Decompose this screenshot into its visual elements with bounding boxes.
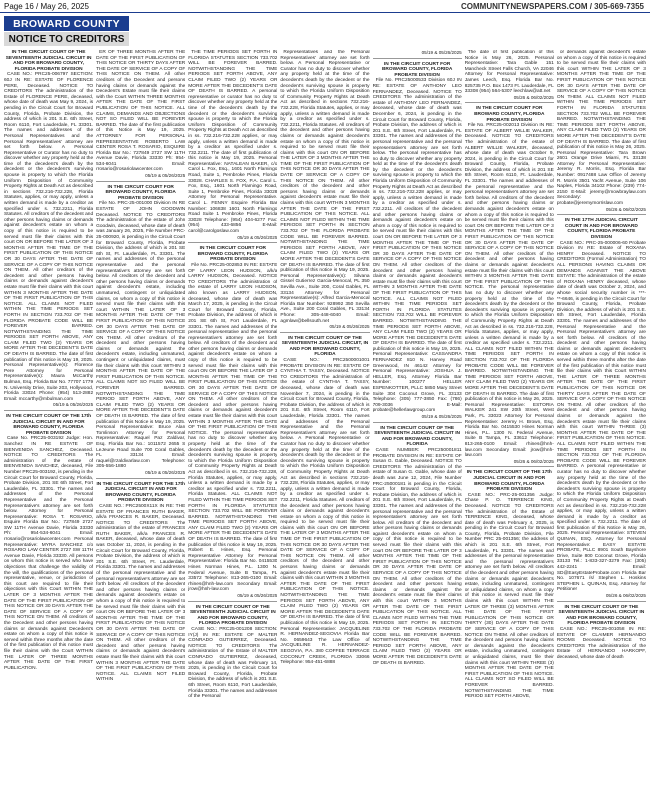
notice-divider [465,466,554,467]
notice-column [188,50,277,802]
notice-caption: IN THE CIRCUIT COURT OF THE SEVENTEENTH JUDICIAL CIRCUIT IN AND FOR BROWARD COUNTY, FLORIDA PROBATE DIVISION [558,604,645,627]
legal-notice [280,50,369,333]
notice-column [465,50,554,802]
notice-caption: IN THE CIRCUIT COURT FOR THE 17th JUDICIAL CIRCUIT IN AND FOR BROWARD COUNTY, FLORIDA PROBATE DIVISION [96,481,185,504]
notice-caption: IN THE CIRCUIT COURT OF THE SEVENTEENTH JUDICIAL CIRCUIT IN AND FOR BROWARD COUNTY, FLORIDA PROBATE DIVISION [189,604,276,627]
notice-divider [557,214,646,215]
publication-dates: 05/19 & 05/26/2025 [53,402,94,408]
notice-column [4,50,93,802]
notice-column [373,50,462,802]
notice-body: File No. PRC-25-001000 Division IN RE ESTATE OF JOHN GOODWIN Deceased. NOTICE TO CREDITORS The administration of the estate of John Goodwin, deceased, whose date of death was January 26, 2025, File Number PRC-25-000920, is pending in the Circuit Court for Broward County, Florida, Probate Division, the address of which is 201 SE 6th St, Ft. Lauderdale, FL 33301. The names and addresses of the personal representative and the personal representative's attorney are set forth below. All creditors of the decedent and other persons having claims or demands against decedent's estate, including unmatured, contingent or unliquidated claims, on whom a copy of this notice is served must file their claims with this court WITHIN THE LATER OF 3 MONTHS AFTER THE DATE OF THE FIRST PUBLICATION OF THIS NOTICE OR 30 DAYS AFTER THE DATE OF SERVICE OF A COPY OF THIS NOTICE ON THEM. All other creditors of the decedent and other persons having claims or demands against the decedent's estate, including unmatured, contingent or unliquidated claims, must file their claims with this court WITHIN 3 MONTHS AFTER THE DATE OF THE FIRST PUBLICATION OF THIS NOTICE. ALL CLAIMS NOT SO FILED WILL BE FOREVER BARRED. NOTWITHSTANDING THE TIME PERIOD SET FORTH ABOVE, ANY CLAIM FILED TWO (2) YEARS OR MORE AFTER THE DECEDENT'S DATE OF DEATH IS BARRED. The date of first publication of this Notice is May 19, 2025. Personal Representative: Bruce Alan Tomlinson Attorney for Personal Representative: Raquel Paz Zaldivar, Esq. Florida Bar No.: 1011572 2655 S LeJeune Road Suite 700 Coral Gables, FL 33134 Email: raquel@rzaldivarlaw.com Telephone: 305-556-1880 [96,201,186,470]
notice-body: CASE NO.: PRC-25-000006-60 Probate Division IN RE: Estate of ROXANA HENRY Deceased. NOTICE TO CREDITORS (Formal Administration) TO ALL PERSONS HAVING CLAIMS OR DEMANDS AGAINST THE ABOVE ESTATE: The administration of the estate of ROXANA HENRY deceased, whose date of death was October 2, 2024, and whose social security number is ***-**-6646, is pending in the Circuit Court for Broward County, Florida, Probate Division, the address of which is 201 S.E. 6th Street, Fort Lauderdale, Florida 33301. The names and addresses of the Personal Representative and the Personal Representative's attorney are set forth below. All creditors of the decedent and other persons having claims or demands against decedent's estate on whom a copy of this notice is served within three months after the date of the first publication of this notice must file their claims with this Court WITHIN THE LATER OF THREE MONTHS AFTER THE DATE OF THE FIRST PUBLICATION OF THIS NOTICE OR THIRTY DAYS AFTER THE DATE OF SERVICE OF A COPY OF THIS NOTICE ON THEM. All other creditors of the decedent and other persons having claims or demands against the decedent's estate must file their claims with this court WITHIN THREE (3) MONTHS AFTER THE DATE OF THE FIRST PUBLICATION OF THIS NOTICE. ALL CLAIMS NOT FILED WITHIN THE TIME PERIODS SET FORTH IN SECTION 733.702 OF THE FLORIDA PROBATE CODE WILL BE FOREVER BARRED. A personal representative or curator has no duty to discover whether any property held at the time of the decedent's death by the decedent or the decedent's surviving spouse is property to which the Florida Uniform Disposition of Community Property Rights at Death Act as described in ss. 732.216-732.228 applies, or may apply, unless a written demand is made by a creditor as specified under s. 732.2211. The date of first publication of this Notice is May 26, 2025. Personal Representative: STEVEN QUINAN, ESQ. Attorney for Personal Representative: EASY ESTATE PROBATE, PLLC 8901 South Bayshore Drive, Suite 800 Coconut Grove, Florida 33133 Tel.: 1-833-327-3279 Fax: (305) 442-2241 Email: SD@EasyEstateProbate.com Florida Bar No. 107671 /s/ Stephen L. Hoskins STEPHEN L. QUINAN, Esq. Attorney for Petitioner [556,240,646,593]
publication-dates: 05/26 & 06/02/2025 [513,94,554,100]
notice-body: CASE NO.: PRC25-006797 SECTION: 60J IN RE: ESTATE OF FLORENCE PERE, Deceased. NOTICE TO CREDITORS The administration of the Estate of FLORENCE PERE, deceased, whose date of death was May 9, 2024, is pending in the Circuit Court for Broward County, Florida, Probate Division, the address of which is 201 S.E. 6th Street, Room 6110, Fort Lauderdale, FL 33301. The names and addresses of the Personal Representatives and the Personal Representatives' attorney are set forth below. A Personal Representative or Curator has no duty to discover whether any property held at the time of the decedent's death by the decedent or the decedent's surviving spouse is property to which the Florida Uniform Disposition of Community Property Rights at Death Act as described in sections 732.216-732.228, Florida Statutes, applies, or may apply, unless a written demand is made by a creditor as specified under s. 732.2211, Florida Statutes. All creditors of the decedent and other persons having claims or demands against decedent's estate on whom a copy of this notice is required to be served must file their claims with this court ON OR BEFORE THE LATER OF 3 MONTHS AFTER THE TIME OF THE FIRST PUBLICATION OF THIS NOTICE OR 30 DAYS AFTER THE DATE OF SERVICE OF A COPY OF THIS NOTICE ON THEM. All other creditors of the decedent and other persons having claims or demands against decedent's estate must file their claims with this court WITHIN 3 MONTHS AFTER THE DATE OF THE FIRST PUBLICATION OF THIS NOTICE. ALL CLAIMS NOT FILED WITHIN THE TIME PERIODS SET FORTH IN SECTION 733.702 OF THE FLORIDA PROBATE CODE WILL BE FOREVER BARRED. NOTWITHSTANDING THE TIME PERIODS SET FORTH ABOVE, ANY CLAIM FILED TWO (2) YEARS OR MORE AFTER THE DECEDENT'S DATE OF DEATH IS BARRED. The date of first publication of this notice is May 19, 2025. Personal Representative(s): Florence Pere Attorney for Personal Representative(s): Maura McCarthy Bulman, Esq. Florida Bar No. 77707 1779 N. University Drive, Suite 203, Hollywood, Florida 33024 Phone: (954) 513-2882 Email: mccarthy@mbulman.com [4,72,94,402]
notice-divider [373,58,462,59]
notice-body: Representatives and the Personal Representatives' attorney are set forth below. A Personal Representative or Curator has no duty to discover whether any property held at the time of the decedent's death by the decedent or the decedent's surviving spouse is property to which the Florida Uniform Disposition of Community Property Rights at Death Act as described in sections 732.216-732.228, Florida Statutes, applies, or may apply, unless a written demand is made by a creditor as specified under s. 732.2211, Florida Statutes. All creditors of the decedent and other persons having claims or demands against decedent's estate on whom a copy of this notice is required to be served must file their claims with this court ON OR BEFORE THE LATER OF 3 MONTHS AFTER THE TIME OF THE FIRST PUBLICATION OF THIS NOTICE OR 30 DAYS AFTER THE DATE OF SERVICE OF A COPY OF THIS NOTICE ON THEM. All other creditors of the decedent and other persons having claims or demands against decedent's estate must file their claims with this court WITHIN 3 MONTHS AFTER THE DATE OF THE FIRST PUBLICATION OF THIS NOTICE. ALL CLAIMS NOT FILED WITHIN THE TIME PERIODS SET FORTH IN SECTION 733.702 OF THE FLORIDA PROBATE CODE WILL BE FOREVER BARRED. NOTWITHSTANDING THE TIME PERIODS SET FORTH ABOVE, ANY CLAIM FILED TWO (2) YEARS OR MORE AFTER THE DECEDENT'S DATE OF DEATH IS BARRED. The date of first publication of this notice is May 19, 2025. Personal Representative(s): Silvana Gissel Gutierrez Garcia-Menocal, PL 350 Sevilla Ave., Suite 200, Coral Gables, FL 33134 Attorney for Personal Representative(s): Alfred Garcia-Menocal Florida Bar Number: 928992 350 Sevilla Ave., Suite 200 Coral Gables, FL 33134 Phone: 305-448-6040 Email: agmlaw@bellsouth.net [280,50,370,324]
legal-notice [4,50,93,411]
notice-caption: IN THE CIRCUIT COURT FOR BROWARD COUNTY, FLORIDA PROBATE DIVISION [474,106,545,123]
notice-body: CASE NO.: PRC25-001208 SECTION: IY(J) IN RE: ESTATE OF MALTER CONRADO GUTIERREZ, Deceased. NOTICE TO CREDITORS The administration of the Estate of MALTER CONRADO GUTIERREZ, deceased, whose date of death was February 14, 2025, is pending in the Circuit Court for Broward County, Florida, Probate Division, the address of which is 201 S.E. 6th Street, Room 6110, Fort Lauderdale, Florida 33301. The names and addresses of the Personal [188,626,278,700]
notice-caption: IN THE CIRCUIT COURT OF THE 17th JUDICIAL CIRCUIT IN AND FOR BROWARD COUNTY, FLORIDA PROBATE DIVISION [466,470,552,493]
page-date: Page 16 / May 26, 2025 [4,1,89,11]
notice-body: CASE NUMBER: PRC250001811 PROBATE DIVISION IN RE: ESTATE OF Susan G. Gable, Deceased. NOTICE TO CREDITORS The administration of the estate of Susan G. Gable, whose date of death was June 12, 2024, File Number PRC-25000181 is pending in the Circuit Court for Broward County, Florida, Probate Division, the address of which is 201 S.E. 6th Street, Fort Lauderdale, FL 33301. The names and addresses of the personal representative and the personal representative's attorney are set forth below. All creditors of the decedent and other persons having claims or demands against decedent's estate on whom a copy of this notice is required to be served must file their claims with this court ON OR BEFORE THE LATER OF 3 MONTHS AFTER THE TIME OF THE FIRST PUBLICATION OF THIS NOTICE OR 30 DAYS AFTER THE DATE OF SERVICE OF A COPY OF THIS NOTICE ON THEM. All other creditors of the decedent and other persons having claims or demands against the decedent's estate must file their claims with this court WITHIN 3 MONTHS AFTER THE DATE OF THE FIRST PUBLICATION OF THIS NOTICE. ALL CLAIMS NOT FILED WITHIN THE TIME PERIODS SET FORTH IN SECTION 733.702 OF THE FLORIDA PROBATE CODE WILL BE FOREVER BARRED. NOTWITHSTANDING THE TIME PERIOD SET FORTH ABOVE, ANY CLAIM FILED TWO (2) YEARS OR MORE AFTER THE DECEDENT'S DATE OF DEATH IS BARRED. [372,447,462,666]
legal-notice [373,62,462,423]
notice-body: CASE NO.: PRC2500001001 PROBATE DIVISION IN RE: ESTATE OF CYNTHIA T. TASSY, Deceased. NOTICE TO CREDITORS The administration of the estate of CYNTHIA T. TASSY, deceased, whose date of death was November 7, 2024, is pending in the Circuit Court for Broward County, Florida, Probate Division, the address of which is 201 S.E. 6th Street, Room 6110, Fort Lauderdale, Florida 33301. The names and addresses of the Personal Representative and the Personal Representative's attorney are set forth below. A Personal Representative or Curator has no duty to discover whether any property held at the time of the decedent's death by the decedent or the decedent's surviving spouse is property to which the Florida Uniform Disposition of Community Property Rights at Death Act as described in sections 732.216-732.228, Florida Statutes, applies, or may apply, unless a written demand is made by a creditor as specified under s. 732.2211, Florida Statutes. All creditors of the decedent and other persons having claims or demands against decedent's estate on whom a copy of this notice is required to be served must file their claims with this court ON OR BEFORE THE LATER OF 3 MONTHS AFTER THE TIME OF THE FIRST PUBLICATION OF THIS NOTICE OR 30 DAYS AFTER THE DATE OF SERVICE OF A COPY OF THIS NOTICE ON THEM. All other creditors of the decedent and other persons having claims or demands against decedent's estate must file their claims with this court WITHIN 3 MONTHS AFTER THE DATE OF THE FIRST PUBLICATION OF THIS NOTICE. NOTWITHSTANDING THE TIME PERIODS SET FORTH ABOVE, ANY CLAIM FILED TWO (2) YEARS OR MORE AFTER THE DECEDENT'S DATE OF DEATH IS BARRED. The date of first publication of this notice is May 19, 2025. Personal Representative: JACQUELINE R. HERNANDEZ-SEGOVIA Florida Bar No. 0659643 The Law Office of JACQUELINE R. HERNANDEZ-SEGOVIA, P.A. 380 COFFEE TERRACE COCONUT CREEK, FLORIDA 33066 Telephone: 954-451-6888 [280,358,370,666]
notice-divider [373,422,462,423]
legal-notice [188,246,277,601]
notice-divider [96,181,185,182]
notice-body: or demands against decedent's estate on whom a copy of this notice is required to be served must file their claims with this court WITHIN THE LATER OF 3 MONTHS AFTER THE TIME OF THE FIRST PUBLICATION OF THIS NOTICE OR 30 DAYS AFTER THE DATE OF SERVICE OF A COPY OF THIS NOTICE ON THEM. ALL CLAIMS NOT FILED WITHIN THE TIME PERIODS SET FORTH IN FLORIDA STATUTES SECTION 733.702 WILL BE FOREVER BARRED. NOTWITHSTANDING THE TIME PERIODS SET FORTH ABOVE, ANY CLAIM FILED TWO (2) YEARS OR MORE AFTER THE DECEDENT'S DATE OF DEATH IS BARRED. The date of first publication of this notice is May 26, 2025. Personal Representative: Tara Brown 2601 Orange Drive Miami, FL 33138 Attorney for Personal Representative: Jeremy R. Morris, Esq. Florida Bar Number: 0917488 Law Office of Jeremy R. Morris 3501 Yacht Avenue, Suite 106 Naples, Florida 34102 Phone: (239) 774-2150 E-Mail: jeremy@mowbraylaw.com Secondary: probate@jeremymorrislaw.com [556,50,646,207]
notice-body: File No. PRC25-002013 Division IN RE: ESTATE OF ALBERT WILLIE WALKER, Deceased. NOTICE TO CREDITORS The administration of the estate of ALBERT WILLIE WALKER, deceased, whose date of death was October 9, 2024, is pending in the Circuit Court for Broward County, Florida, Probate Division, the address of which is 201 SE 6th Street, Room 6110, Ft. Lauderdale, FL 33301. The names and addresses of the personal representative and the personal representative's attorney are set forth below. All creditors of the decedent and other persons having claims or demands against decedent's estate on whom a copy of this notice is required to be served must file their claims with this court ON OR BEFORE THE LATER OF 3 MONTHS AFTER THE TIME OF THE FIRST PUBLICATION OF THIS NOTICE OR 30 DAYS AFTER THE DATE OF SERVICE OF A COPY OF THIS NOTICE ON THEM. All other creditors of the decedent and other persons having claims or demands against decedent's estate must file their claims with this court WITHIN 3 MONTHS AFTER THE DATE OF THE FIRST PUBLICATION OF THIS NOTICE. The personal representative has no duty to discover whether any property held at the time of the decedent's death by the decedent or the decedent's surviving spouse is property to which the Florida Uniform Disposition of Community Property Rights at Death Act as described in ss. 732.216-732.228, Florida Statutes, applies, or may apply, unless a written demand is made by a creditor as specified under s. 732.2211. ALL CLAIMS NOT FILED WITHIN THE TIME PERIODS SET FORTH IN SECTION 733.702 OF THE FLORIDA PROBATE CODE WILL BE FOREVER BARRED. NOTWITHSTANDING THE TIME PERIODS SET FORTH ABOVE, ANY CLAIM FILED TWO (2) YEARS OR MORE AFTER THE DECEDENT'S DATE OF DEATH IS BARRED. The date of first publication of this notice is May 26, 2025. Personal Representative: ESTORIA WALKER 241 SW 20th Street, West Park, FL 33023 Attorney for Personal Representative: Jeremy H. Brown, Esq. Florida Bar No. 0415530 Hines Norman Hines, P.L. 1300 N. Federal Avenue, Suite B Tampa, FL 33612 Telephone: 813-265-0100 Email: rhines@hnh-law.com Secondary Email: jrow@hnh-law.com [464,123,554,459]
publication-dates: 05/19 & 05/26/2025 [421,50,462,55]
notice-divider [557,601,646,602]
notice-body: File No. PRC25-002853 IN RE: ESTATE OF LARRY LEON HUDSON, a/k/a LARRY HUDSON, Deceased. NOTICE TO CREDITORS The administration of the estate of LARRY LEON HUDSON, also known as LARRY HUDSON, deceased, whose date of death was March 17, 2025, is pending in the Circuit Court for Broward County, Florida, Probate Division, the address of which is 201 SE 6th St, Fort Lauderdale, FL 33301. The names and addresses of the personal representative and the personal representative's attorney are set forth below. All creditors of the decedent and other persons having claims or demands against decedent's estate on whom a copy of this notice is required to be served must file their claims with this court ON OR BEFORE THE LATER OF 3 MONTHS AFTER THE TIME OF THE FIRST PUBLICATION OF THIS NOTICE OR 30 DAYS AFTER THE DATE OF SERVICE OF A COPY OF THIS NOTICE ON THEM. All other creditors of the decedent and other persons having claims or demands against decedent's estate must file their claims with this court WITHIN 3 MONTHS AFTER THE DATE OF THE FIRST PUBLICATION OF THIS NOTICE. The personal representative has no duty to discover whether any property held at the time of the decedent's death by the decedent or the decedent's surviving spouse is property to which the Florida Uniform Disposition of Community Property Rights at Death Act as described in ss. 732.216-732.228, Florida Statutes, applies, or may apply, unless a written demand is made by a creditor as specified under s. 732.2211, Florida Statutes. ALL CLAIMS NOT FILED WITHIN THE TIME PERIODS SET FORTH IN FLORIDA STATUTES SECTION 733.702 WILL BE FOREVER BARRED. NOTWITHSTANDING THE TIME PERIODS SET FORTH ABOVE, ANY CLAIM FILED TWO (2) YEARS OR MORE AFTER THE DECEDENT'S DATE OF DEATH IS BARRED. The date of first publication of this notice is May 19, 2025. Robert E. Hines, Esq. Personal Representative Attorney for Personal Representative: Florida Bar No. 0415530 Hines Norman Hines, P.L. 1300 N. Federal Avenue, Suite B Tampa, FL 33572 Telephone: 813-265-0100 Email: rhines@hnh-law.com Secondary Email: jrow@hnh-law.com [188,262,278,593]
notice-divider [96,478,185,479]
publication-dates: 05/19 & 05/26/2025 [145,173,186,179]
notice-caption: IN THE CIRCUIT COURT OF THE SEVENTEENTH JUDICIAL CIRCUIT IN AND FOR BROWARD COUNTY, FLORIDA [374,425,460,448]
notice-caption: IN THE CIRCUIT COURT OF THE SEVENTEENTH JUDICIAL CIRCUIT IN AND FOR BROWARD COUNTY, FLORIDA PROBATE DIVISION [5,50,92,72]
legal-notice [373,50,462,59]
publication-dates: 05/19 & 05/26/2025 [145,469,186,475]
legal-notice [96,482,185,683]
section-title: NOTICE TO CREDITORS [4,32,129,46]
publication-dates: 05/19 & 05/26/2025 [237,234,278,240]
notice-body: CASE NO.: PRC-25-001356 Judge: Chase P. O. TERRENCE KING, Deceased. NOTICE TO CREDITORS The administration of the Estate of TERRENCE KING, deceased, whose date of death was February 4, 2025, is pending in the Circuit Court for Broward County, Florida, Probate Division, File Number PRC 25-001356; the address of which is 201 S.E. 6th Street, Fort Lauderdale, FL 33301. The names and addresses of the personal representative and the personal representative's attorney are set forth below. All creditors of the decedent and other persons having claims or demands against decedent's estate, including unmatured, contingent or unliquidated claims, on whom a copy of this notice is served must file their claims with this court WITHIN THE LATER OF THREE (3) MONTHS AFTER THE DATE OF THE FIRST PUBLICATION OF THIS NOTICE OR THIRTY (30) DAYS AFTER THE DATE OF SERVICE OF A COPY OF THIS NOTICE ON THEM. All other creditors of the decedent and persons having claims or demands against the decedent's estate, including unmatured, contingent or unliquidated claims, must file their claims with this court WITHIN THREE (3) MONTHS AFTER THE DATE OF THE FIRST PUBLICATION OF THIS NOTICE. ALL CLAIMS NOT SO FILED WILL BE FOREVER BARRED. NOTWITHSTANDING THE TIME PERIOD SET FORTH ABOVE, [464,492,554,700]
notice-caption: IN THE CIRCUIT COURT OF THE 17th JUDICIAL CIRCUIT IN AND FOR BROWARD COUNTY, FLORIDA PROBATE DIVISION [6,414,92,436]
legal-notice [373,426,462,667]
notice-body: CASE NO.: PRC2500X11X IN RE: THE ESTATE OF FRANCES RUTH BAKER, a/k/a FRANCES R. BAKER, Deceased. NOTICE TO CREDITORS The administration of the estate of FRANCES RUTH BAKER, a/k/a FRANCES R. BAKER, deceased, whose date of death was October 11, 2024, is pending in the Circuit Court for Broward County, Florida, Probate Division, the address of which is 201 S.E. 6th Street, Ft. Lauderdale, Florida 33301. The names and addresses of the personal representative and the personal representative's attorney are set forth below. All creditors of the decedent and other persons having claims or demands against decedent's estate on whom a copy of this notice is required to be served must file their claims with this court ON OR BEFORE THE LATER OF 3 MONTHS AFTER THE TIME OF THE FIRST PUBLICATION OF THIS NOTICE OR 30 DAYS AFTER THE DATE OF SERVICE OF A COPY OF THIS NOTICE ON THEM. All other creditors of the decedent and other persons having claims or demands against decedent's estate must file their claims with this court WITHIN 3 MONTHS AFTER THE DATE OF THE FIRST PUBLICATION OF THIS NOTICE. ALL CLAIMS NOT FILED WITHIN [96,503,186,683]
legal-notice [465,50,554,103]
legal-notice [557,218,646,601]
publication-dates: 05/26 & 06/02/2025 [513,458,554,464]
notice-caption: IN THE CIRCUIT COURT FOR BROWARD COUNTY, FLORIDA PROBATE DIVISION [381,61,453,78]
publication-dates: 05/26 & 06/02/2025 [605,593,646,598]
notice-divider [465,102,554,103]
notice-body: ER OF THREE MONTHS AFTER THE DATE OF THE FIRST PUBLICATION OF THIS NOTICE OR THIRTY DAYS AFTER THE DATE OF SERVICE OF A COPY OF THIS NOTICE ON THEM. All other creditors of the Decedent and persons having claims or demands against the Decedent's Estate must file their claims with the Court WITHIN THREE MONTHS AFTER THE DATE OF THE FIRST PUBLICATION OF THIS NOTICE. ALL CLAIMS, DEMANDS AND OBJECTIONS NOT SO FILED WILL BE FOREVER BARRED. The date of the first publication of this Notice is May 19, 2025. ATTORNEY FOR PERSONAL REPRESENTATIVE ROBERTO LAW CENTER ROSA T. ROSARIO, ESQUIRE Florida Bar No.: 727849 2727 SW 11TH Avenue Davie, Florida 33330 Ph: 954-534-6041 Email: rrosario@rosariolawcenter.com [96,50,186,173]
notice-body: File No. PRC25000533 Division 60J IN RE: ESTATE OF ANTHONY LEO FERNANDEZ, Deceased. NOTICE TO CREDITORS The administration of the estate of ANTHONY LEO FERNANDEZ, deceased, whose date of death was December 6, 2024, is pending in the Circuit Court for Broward County, Florida, Probate Division, the address of which is 201 S.E. 6th Street, Fort Lauderdale, FL 33301. The names and addresses of the personal representative and the personal representative's attorney are set forth below. The personal representative has no duty to discover whether any property held at the time of the decedent's death by the decedent or the decedent's surviving spouse is property to which the Florida Uniform Disposition of Community Property Rights at Death Act as described in ss. 732.216-732.228 applies, or may apply, unless a written demand is made by a creditor as specified under s. 732.2211. All creditors of the decedent and other persons having claims or demands against decedent's estate on whom a copy of this notice is required to be served must file their claims with this court ON OR BEFORE THE LATER OF 3 MONTHS AFTER THE TIME OF THE FIRST PUBLICATION OF THIS NOTICE OR 30 DAYS AFTER THE DATE OF SERVICE OF A COPY OF THIS NOTICE ON THEM. All other creditors of the decedent and other persons having claims or demands against decedent's estate must file their claims with this court WITHIN 3 MONTHS AFTER THE DATE OF THE FIRST PUBLICATION OF THIS NOTICE. ALL CLAIMS NOT FILED WITHIN THE TIME PERIODS SET FORTH IN FLORIDA STATUTES SECTION 733.702 WILL BE FOREVER BARRED. NOTWITHSTANDING THE TIME PERIODS SET FORTH ABOVE, ANY CLAIM FILED TWO (2) YEARS OR MORE AFTER THE DECEDENT'S DATE OF DEATH IS BARRED. The date of first publication of this notice is May 19, 2025. Personal Representative: CASSANDRA FERNANDEZ 810 N. Harvey Road Greenwood, IN 46142 Attorney for Personal Representative: JOSHUA J. HELLER, Esq. Attorney Florida Bar Number: 100277 HELLER ESPENKOTTER, PLLC 5850 Mary Street Suite 304 Coconut Grove, FL 33133 Telephone: (305) 777-3850 Fax: (786) 709-3036 E-Mail: probate@hellerlawgroup.com [372,78,462,414]
notice-divider [188,601,277,602]
notice-caption: IN THE CIRCUIT COURT FOR BROWARD COUNTY, FLORIDA PROBATE DIVISION [197,246,269,263]
publication-dates: 05/19 & 05/26/2025 [237,593,278,598]
publication-dates: 05/26 & 06/02/2025 [605,206,646,212]
legal-notice [465,106,554,467]
notice-divider [4,410,93,411]
notice-caption: IN THE CIRCUIT COURT FOR BROWARD COUNTY, FLORIDA PROBATE DIVISION [105,184,176,201]
notice-column [557,50,646,802]
legal-notice [557,605,646,661]
notice-column [96,50,185,802]
legal-notice [188,605,277,700]
legal-notice [96,50,185,182]
legal-notice [96,185,185,479]
notice-divider [280,332,369,333]
site-contact: COMMUNITYNEWSPAPERS.COM / 305-669-7355 [460,1,644,11]
notice-body: The date of first publication of this Notice is May 26, 2025. Personal Representative: Tara Gable 151 Mancheck Street Falls Church, VA 22046 Attorney for Personal Representative: James Leech, Esq. Florida Bar No. 825735 P.O. Box 1473 Ft. Lauderdale, FL 33308 (954) 564-5307 leechlaw@att.net [464,50,554,95]
publication-dates: 05/19 & 05/26/2025 [421,414,462,419]
notice-caption: IN THE CIRCUIT COURT OF THE SEVENTEENTH JUDICIAL CIRCUIT, IN AND FOR BROWARD COUNTY, FLORIDA [281,335,369,358]
notice-divider [188,242,277,243]
publication-dates: 05/19 & 05/26/2025 [329,324,370,330]
notice-caption: IN THE 17TH JUDICIAL CIRCUIT COURT IN AND FOR BROWARD COUNTY, FLORIDA PROBATE DIVISION [564,218,638,240]
county-badge: BROWARD COUNTY [4,16,129,31]
notice-body: CASE NO.: PRC25-001058 IN RE: ESTATE OF CLAIMER HERNANDO ROOMS Deceased. NOTICE TO CREDITORS The administration of the Estate of HERNANDO HARKOPF, deceased, whose date of death [556,626,646,660]
notice-columns [4,50,646,802]
notice-column [280,50,369,802]
legal-notice [4,414,93,671]
notice-body: THE TIME PERIODS SET FORTH IN FLORIDA STATUTES SECTION 733.702 WILL BE FOREVER BARRED. NOTWITHSTANDING THE TIME PERIODS SET FORTH ABOVE, ANY CLAIM FILED TWO (2) YEARS OR MORE AFTER THE DECEDENT'S DATE OF DEATH IS BARRED. A personal representative or curator has no duty to discover whether any property held at the time of the decedent's death by the decedent or the decedent's surviving spouse is property to which the Florida Uniform Disposition of Community Property Rights at Death Act as described in ss. 732.216-732.228 applies, or may apply, unless a written demand is made by a creditor as specified under s. 732.2211. The date of first publication of this notice is May 19, 2025. Personal Representative: NATALEAN BAKER, c/o Carol L. Fox, Esq., 1601 North Flamingo Road, Suite 1, Pembroke Pines, Florida 33028. CHARLES S. FOX, P.A. Carol L. Fox, Esq., 1601 North Flamingo Road, Suite 1, Pembroke Pines, Florida 33028 Attorney for Personal Representative. Carol L. FENNY Esquire Florida Bar Number: 106838 1601 North Flamingo Road Suite 1 Pembroke Pines, Florida 33028 Telephone: (954) 404-6277 Fax: (954) 433-6856 E-Mail: carol@carolgoslaw.com [188,50,278,234]
legal-notice [280,336,369,666]
notice-body: Case No. PRC25-003192 Judge: Hon. Sanchez IN RE ESTATE OF BIENVENIDA SANCHEZ, Deceased. NOTICE TO CREDITORS The administration of the estate of BIENVENIDA SANCHEZ, deceased, File Number PRC25-003192, is pending in the Circuit Court for Broward County, Florida, Probate Division, 201 SE 6th Street, Fort Lauderdale, FL 33301. The names and addresses of the Personal Representative and the Personal Representative's attorney are set forth below. Attorney for Personal Representative: ROSA T. ROSARIO, Esquire Florida Bar No.: 727849 2727 SW 11TH Avenue Davie, Florida 33330 Ph: 954-534-6041 Email: rrosario@rosariolawcenter.com Personal Representative: MYRA SANCHEZ c/o ROSARIO LAW CENTER 2727 SW 11TH Avenue Davie, Florida 33330. All persons on whom this notice is served who have objections that challenge the validity of the will, the qualifications of the personal representative, venue, or jurisdiction of this court are required to file their objections with this Court WITHIN THE LATER OF 3 MONTHS AFTER THE DATE OF THE FIRST PUBLICATION OF THIS NOTICE OR 30 DAYS AFTER THE DATE OF SERVICE OF A COPY OF THIS NOTICE ON THEM. All creditors of the Decedent and other persons having claims or demands against Decedent's estate on whom a copy of this notice is served within three months after the date of the first publication of this notice must file their claims with the Court WITHIN THE LATER OF THREE MONTHS AFTER THE DATE OF THE FIRST PUBLICATION. [4,436,94,671]
legal-notice [465,470,554,699]
legal-notice [557,50,646,215]
page-header [0,0,650,13]
legal-notice [188,50,277,243]
